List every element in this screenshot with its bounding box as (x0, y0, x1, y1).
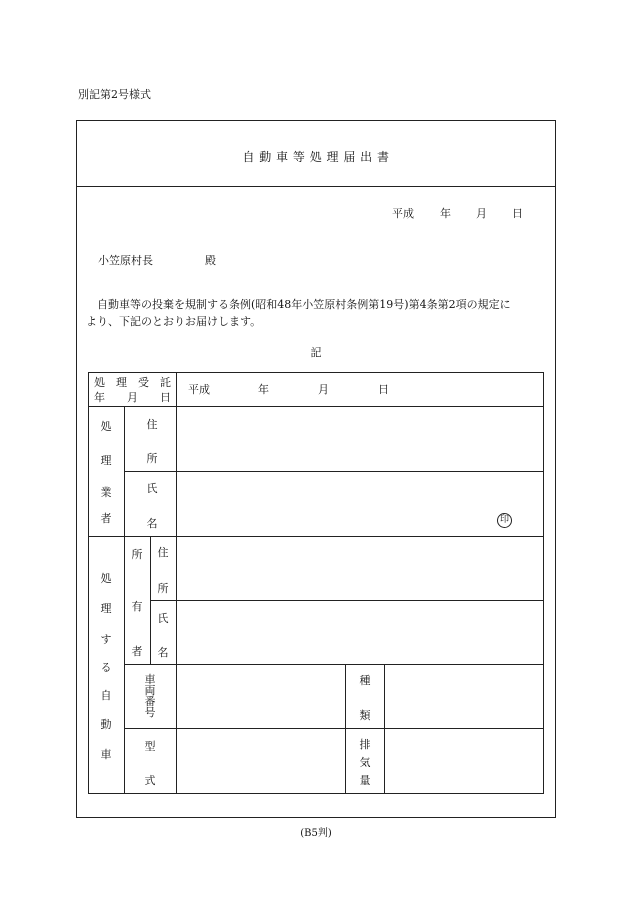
displacement-label-char: 排 (359, 738, 371, 751)
vehicle-label-char: る (100, 661, 112, 674)
reg-number-label-char: 号 (144, 706, 156, 719)
title-divider (76, 186, 556, 187)
handler-label-char: 処 (100, 420, 112, 433)
accept-date-month-unit: 月 (318, 383, 329, 396)
details-table (88, 372, 544, 794)
owner-label-char: 者 (131, 645, 143, 658)
body-text (86, 296, 556, 330)
handler-address-label-char: 住 (146, 418, 158, 431)
handler-name-label-char: 氏 (146, 482, 158, 495)
handler-label-char: 者 (100, 512, 112, 525)
vehicle-label-char: 処 (100, 572, 112, 585)
handler-address-label-char: 所 (146, 452, 158, 465)
vehicle-label-char: 理 (100, 602, 112, 615)
kind-label-char: 類 (359, 709, 371, 722)
accept-date-day-unit: 日 (378, 383, 389, 396)
ki-heading: 記 (310, 346, 322, 359)
date-day-unit: 日 (512, 207, 523, 220)
displacement-label-char: 気 (359, 756, 371, 769)
reg-number-label-char: 両 (144, 684, 156, 697)
displacement-label-char: 量 (359, 774, 371, 787)
date-year-unit: 年 (440, 207, 451, 220)
vehicle-label-char: 車 (100, 748, 112, 761)
document-title: 自 動 車 等 処 理 届 出 書 (242, 150, 390, 164)
addressee-honorific: 殿 (205, 254, 216, 267)
accept-date-label-line2: 年 月 日 (94, 391, 171, 404)
addressee-name: 小笠原村長 (98, 254, 153, 267)
accept-date-era: 平成 (188, 383, 210, 396)
kind-label-char: 種 (359, 674, 371, 687)
form-number-label: 別記第2号様式 (78, 88, 151, 101)
accept-date-year-unit: 年 (258, 383, 269, 396)
accept-date-label-line1: 処 理 受 託 (94, 376, 171, 389)
owner-label-char: 所 (131, 548, 143, 561)
seal-mark: 印 (497, 513, 512, 528)
handler-label-char: 理 (100, 454, 112, 467)
reg-number-label-char: 車 (144, 673, 156, 686)
model-label-char: 型 (144, 740, 156, 753)
owner-address-label-char: 所 (157, 582, 169, 595)
reg-number-label-char: 番 (144, 695, 156, 708)
owner-address-label-char: 住 (157, 546, 169, 559)
vehicle-label-char: す (100, 633, 112, 646)
body-line-2: より、下記のとおりお届けします。 (86, 315, 262, 328)
handler-name-label-char: 名 (146, 517, 158, 530)
owner-name-label-char: 氏 (157, 612, 169, 625)
body-line-1: 自動車等の投棄を規制する条例(昭和48年小笠原村条例第19号)第4条第2項の規定に (86, 298, 511, 311)
date-month-unit: 月 (476, 207, 487, 220)
paper-size-note: (B5判) (300, 828, 332, 839)
vehicle-label-char: 自 (100, 689, 112, 702)
handler-label-char: 業 (100, 486, 112, 499)
owner-label-char: 有 (131, 600, 143, 613)
vehicle-label-char: 動 (100, 718, 112, 731)
date-era: 平成 (392, 207, 414, 220)
owner-name-label-char: 名 (157, 646, 169, 659)
model-label-char: 式 (144, 774, 156, 787)
